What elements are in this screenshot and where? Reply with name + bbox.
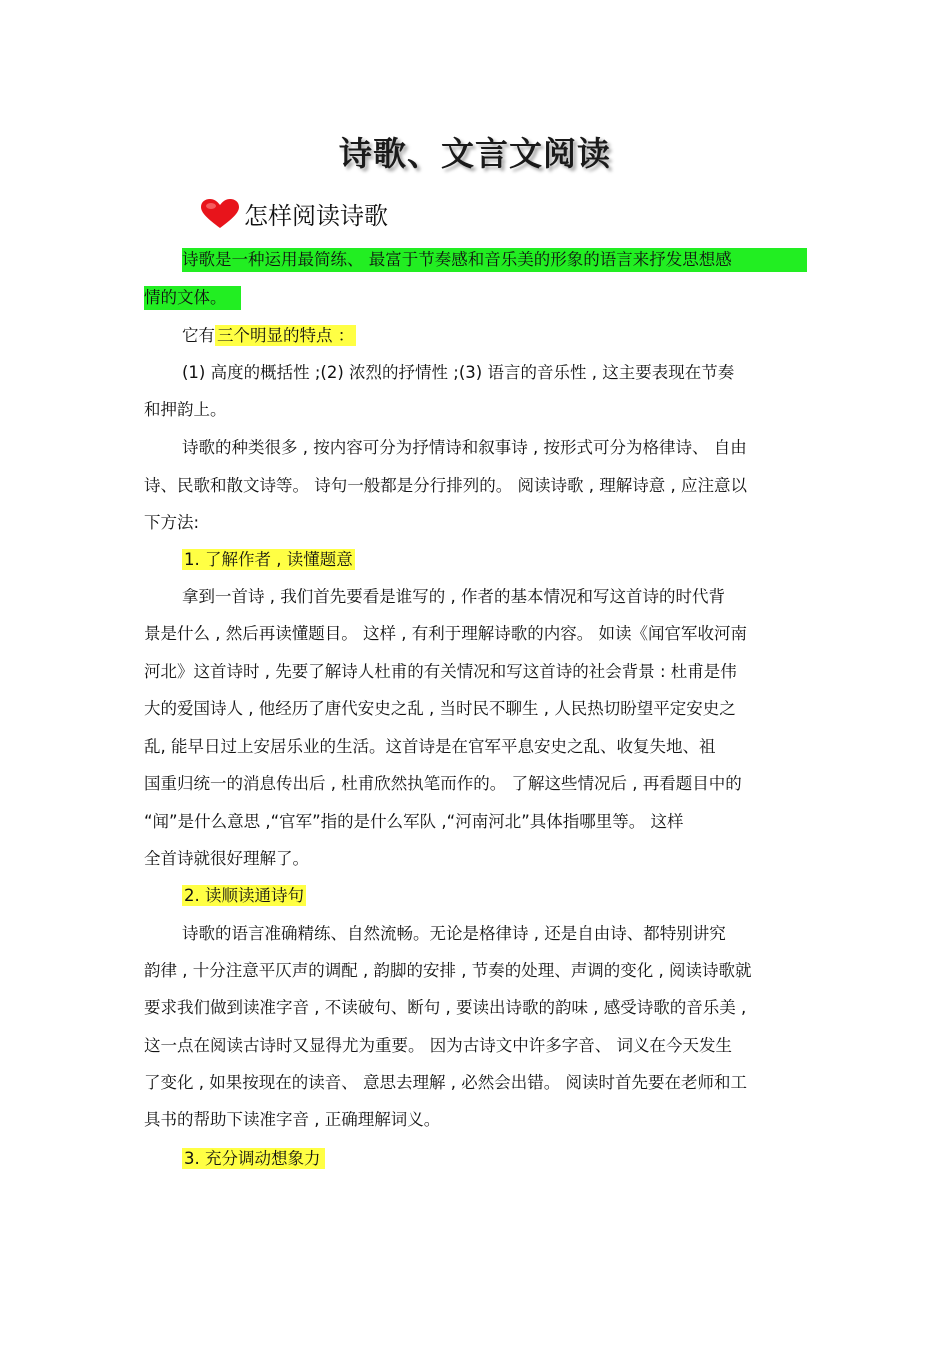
paragraph-line: 拿到一首诗 , 我们首先要看是谁写的 , 作者的基本情况和写这首诗的时代背 — [182, 587, 725, 606]
paragraph-line: 诗歌的语言准确精练、自然流畅。无论是格律诗 , 还是自由诗、都特别讲究 — [182, 924, 726, 943]
paragraph-line: 具书的帮助下读准字音 , 正确理解词义。 — [144, 1110, 441, 1129]
paragraph-line: “闻”是什么意思 ,“官军”指的是什么军队 ,“河南河北”具体指哪里等。 这样 — [144, 812, 684, 831]
paragraph-line: 下方法: — [144, 513, 200, 532]
paragraph-line: 这一点在阅读古诗时又显得尤为重要。 因为古诗文中许多字音、 词义在今天发生 — [144, 1036, 732, 1055]
paragraph-line: 乱, 能早日过上安居乐业的生活。这首诗是在官军平息安史之乱、收复失地、祖 — [144, 737, 716, 756]
paragraph-line: 诗、民歌和散文诗等。 诗句一般都是分行排列的。 阅读诗歌 , 理解诗意 , 应注意以 — [144, 476, 747, 495]
features-line-1: (1) 高度的概括性 ;(2) 浓烈的抒情性 ;(3) 语言的音乐性 , 这主要表现在节奏 — [182, 363, 735, 382]
paragraph-line: 诗歌的种类很多 , 按内容可分为抒情诗和叙事诗 , 按形式可分为格律诗、 自由 — [182, 438, 747, 457]
intro-line-2: 情的文体。 — [144, 286, 241, 310]
intro-line-1: 诗歌是一种运用最简练、 最富于节奏感和音乐美的形象的语言来抒发思想感 — [182, 248, 807, 272]
section-heading-text: 怎样阅读诗歌 — [244, 202, 388, 230]
paragraph-line: 景是什么 , 然后再读懂题目。 这样 , 有利于理解诗歌的内容。 如读《闻官军收河南 — [144, 624, 747, 643]
section-2-heading: 2. 读顺读通诗句 — [184, 886, 304, 905]
paragraph-line: 全首诗就很好理解了。 — [144, 849, 309, 868]
section-1-heading: 1. 了解作者 , 读懂题意 — [184, 550, 353, 569]
section-3-heading: 3. 充分调动想象力 — [182, 1148, 325, 1170]
page-title: 诗歌、文言文阅读 — [339, 134, 611, 173]
features-line: 它有 三个明显的特点 ： — [182, 326, 355, 345]
features-highlight: 三个明显的特点 ： — [217, 326, 355, 345]
paragraph-line: 大的爱国诗人 , 他经历了唐代安史之乱 , 当时民不聊生 , 人民热切盼望平定安史之 — [144, 699, 736, 718]
paragraph-line: 韵律 , 十分注意平仄声的调配 , 韵脚的安排 , 节奏的处理、声调的变化 , 阅读诗歌就 — [144, 961, 752, 980]
paragraph-line: 河北》这首诗时 , 先要了解诗人杜甫的有关情况和写这首诗的社会背景 : 杜甫是伟 — [144, 662, 737, 681]
section-heading — [200, 196, 388, 231]
paragraph-line: 要求我们做到读准字音 , 不读破句、断句 , 要读出诗歌的韵味 , 感受诗歌的音乐美 , — [144, 998, 747, 1017]
paragraph-line: 国重归统一的消息传出后 , 杜甫欣然执笔而作的。 了解这些情况后 , 再看题目中的 — [144, 774, 742, 793]
features-line-2: 和押韵上。 — [144, 400, 227, 419]
heart-icon — [200, 199, 240, 229]
paragraph-line: 了变化 , 如果按现在的读音、 意思去理解 , 必然会出错。 阅读时首先要在老师和工 — [144, 1073, 747, 1092]
